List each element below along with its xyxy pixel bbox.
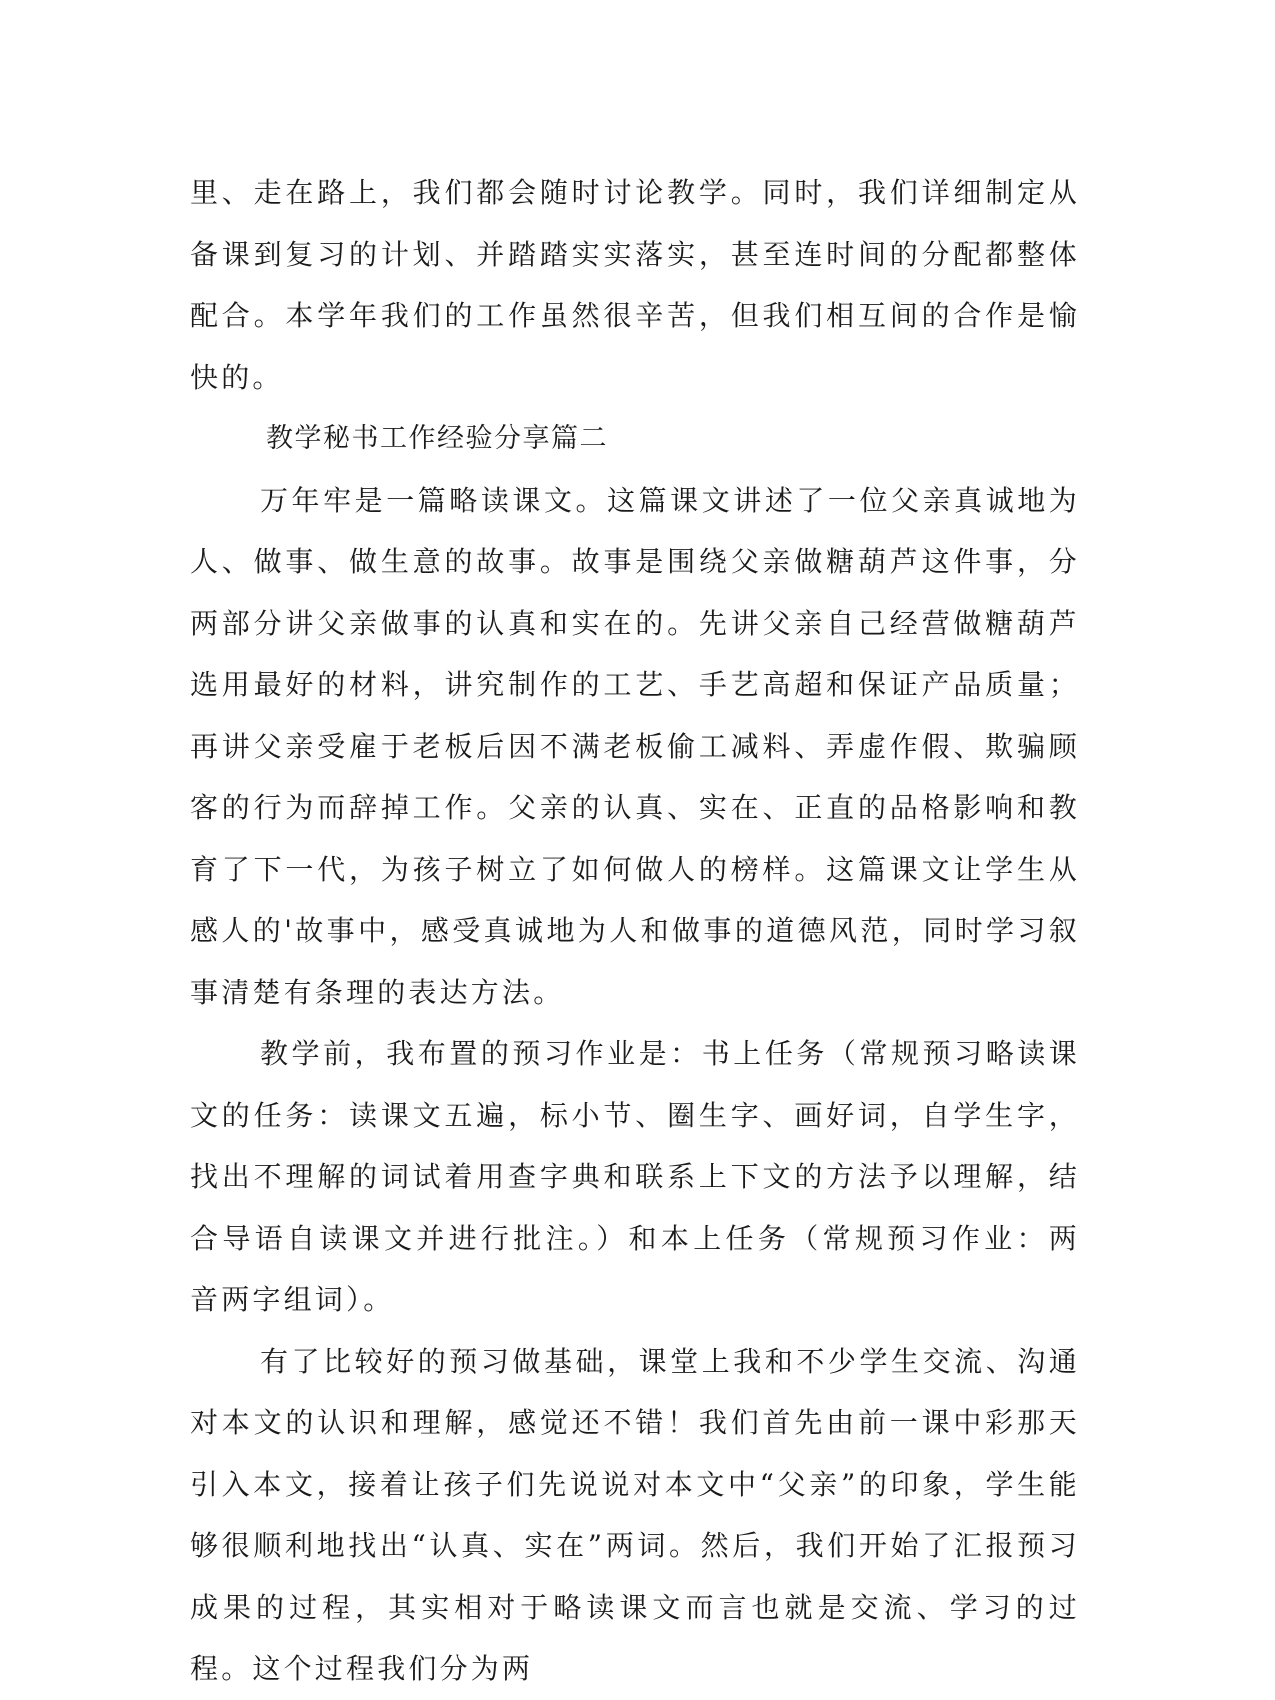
paragraph-continuation: 里、走在路上，我们都会随时讨论教学。同时，我们详细制定从备课到复习的计划、并踏踏实实落实，甚至连时间的分配都整体配合。本学年我们的工作虽然很辛苦，但我们相互间的合作是愉快的。: [190, 176, 1080, 394]
body-text: [190, 162, 1080, 1700]
section-heading: 教学秘书工作经验分享篇二: [266, 423, 608, 454]
paragraph-lesson-summary: 万年牢是一篇略读课文。这篇课文讲述了一位父亲真诚地为人、做事、做生意的故事。故事是围绕父亲做糖葫芦这件事，分两部分讲父亲做事的认真和实在的。先讲父亲自己经营做糖葫芦选用最好的材料，讲究制作的工艺、手艺高超和保证产品质量；再讲父亲受雇于老板后因不满老板偷工减料、弄虚作假、欺骗顾客的行为而辞掉工作。父亲的认真、实在、正直的品格影响和教育了下一代，为孩子树立了如何做人的榜样。这篇课文让学生从感人的'故事中，感受真诚地为人和做事的道德风范，同时学习叙事清楚有条理的表达方法。: [190, 483, 1080, 1009]
paragraph-classroom-discussion: 有了比较好的预习做基础，课堂上我和不少学生交流、沟通对本文的认识和理解，感觉还不错！我们首先由前一课中彩那天引入本文，接着让孩子们先说说对本文中“父亲”的印象，学生能够很顺利地找出“认真、实在”两词。然后，我们开始了汇报预习成果的过程，其实相对于略读课文而言也就是交流、学习的过程。这个过程我们分为两: [190, 1344, 1080, 1685]
paragraph-preview-homework: 教学前，我布置的预习作业是：书上任务（常规预习略读课文的任务：读课文五遍，标小节、圈生字、画好词，自学生字，找出不理解的词试着用查字典和联系上下文的方法予以理解，结合导语自读课文并进行批注。）和本上任务（常规预习作业：两音两字组词）。: [190, 1037, 1080, 1316]
